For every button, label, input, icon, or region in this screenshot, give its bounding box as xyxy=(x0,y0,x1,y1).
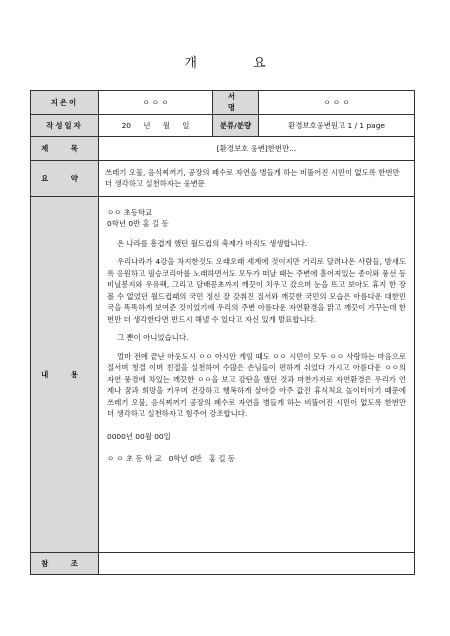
content-label: 내 용 xyxy=(31,196,99,552)
date-label: 작성일자 xyxy=(31,114,99,136)
subject-row xyxy=(31,136,415,160)
signature-line: ㅇ ㅇ 초 등 학 교 0학년 0반 홍 길 동 xyxy=(107,453,235,463)
reference-value xyxy=(99,552,415,574)
summary-row xyxy=(31,160,415,196)
reference-row xyxy=(31,552,415,574)
paragraph-4: 얼마 전에 끝난 아웃도시 ㅇㅇ 아시안 게임 때도 ㅇㅇ 시민이 모두 ㅇㅇ 사랑하는 마음으로 질서며 청결 이며 친절을 실천하여 수많은 손님들이 편하게 쉬었다 가시고 아름다운 ㅇㅇ의 자연 풍경에 차있는 깨끗한 ㅇㅇ을 보고 감탄을 했던 것과 마찬가지로 자연환경은 우리가 언제나 꿈과 희망을 키우며 건강하고 행복하게 살아갈 아주 값진 휴식처요 놀이터이기 때문에 쓰레기 오물, 음식찌꺼기 공장의 폐수로 자연을 병들게 하는 비뚤어진 시민이 없도록 한번만 더 생각하고 실천하자고 힘주어 강조합니다. xyxy=(107,351,406,418)
author-label: 지은이 xyxy=(31,91,99,115)
category-label: 분류/분량 xyxy=(213,114,259,136)
name-label: 서 명 xyxy=(213,91,259,115)
student-line: 0학년 0반 홍 길 동 xyxy=(107,219,169,229)
content-row xyxy=(31,196,415,552)
content-body xyxy=(99,196,415,552)
author-row xyxy=(31,91,415,115)
category-value: 환경보호웅변원고 1 / 1 page xyxy=(259,114,415,136)
summary-label: 요 약 xyxy=(31,160,99,196)
date-line: 0000년 00월 00일 xyxy=(107,432,171,442)
summary-form-table xyxy=(30,90,415,575)
paragraph-2: 우리나라가 4강을 차지한것도 오래오래 세계에 것이지만 거리로 달려나온 사람들, 밤새도록 응원하고 필승코리아를 노래하면서도 모두가 떠날 때는 주변에 흩어져있는 종이와 풍선 등 비닐봉지와 우유팩, 그리고 담배꽁초까지 깨끗이 치우고 갔으며 눈을 뜨고 보아도 휴지 한 장 볼 수 없었던 월드컵때의 국민 정신 잘 갖춰진 질서와 깨끗한 국민의 모습은 아름다운 대한민국을 똑똑하게 보여준 것이었기에 우리의 주변 아름다운 자연환경을 맑고 깨끗이 가꾸는데 한번만 더 생각한다면 반드시 해낼 수 있다고 자신 있게 발표합니다. xyxy=(107,257,406,324)
paragraph-1: 온 나라를 흥겹게 했던 월드컵의 축제가 아직도 생생합니다. xyxy=(117,238,308,248)
summary-value: 쓰레기 오물, 음식찌꺼기, 공장의 폐수로 자연을 병들게 하는 비뚤어진 시민이 없도록 한번만 더 생각하고 실천하자는 웅변문 xyxy=(99,160,415,196)
subject-value: [환경보호 웅변]한번만... xyxy=(99,136,415,160)
paragraph-3: 그 뿐이 아니었습니다. xyxy=(117,333,189,343)
date-value: 20 년 월 일 xyxy=(99,114,213,136)
name-value: ㅇ ㅇ ㅇ xyxy=(259,91,415,115)
reference-label: 참 조 xyxy=(31,552,99,574)
school-line: ㅇㅇ 초등학교 xyxy=(107,207,153,217)
subject-label: 제 목 xyxy=(31,136,99,160)
page-title: 개 요 xyxy=(184,56,292,71)
author-value: ㅇ ㅇ ㅇ xyxy=(99,91,213,115)
date-row xyxy=(31,114,415,136)
